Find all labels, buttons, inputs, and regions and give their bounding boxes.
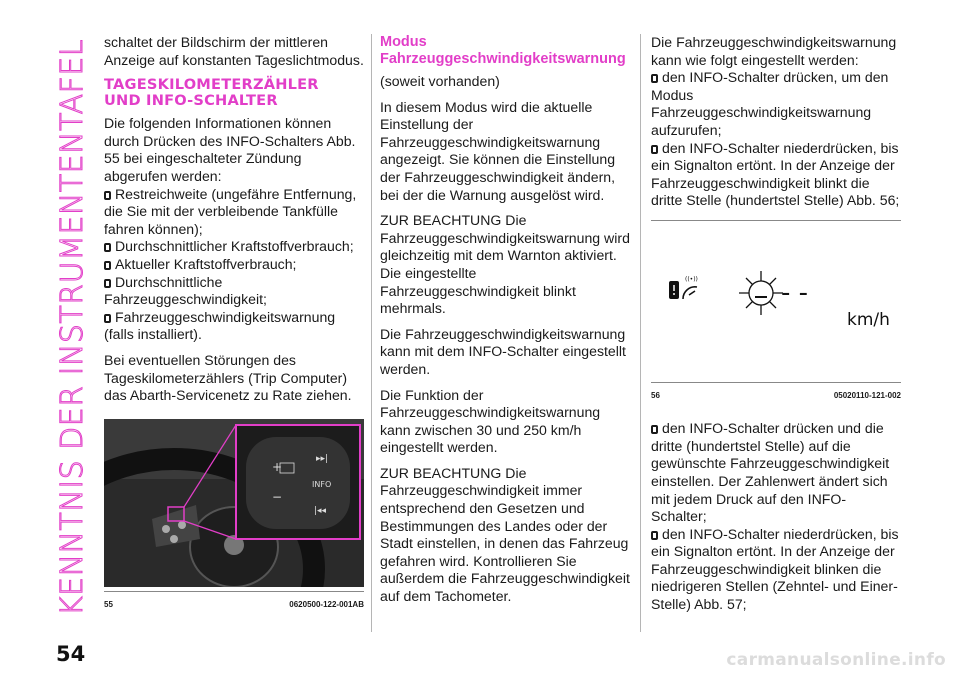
figure-rule	[651, 382, 901, 383]
bullet-text: Fahrzeuggeschwindigkeitswarnung (falls installiert).	[104, 308, 336, 343]
figure-56	[651, 220, 901, 404]
section-heading-line: TAGESKILOMETERZÄHLER	[104, 76, 319, 94]
bullet-item	[104, 274, 364, 309]
bullet-icon	[651, 531, 658, 540]
bullet-icon	[651, 425, 658, 434]
bullet-icon	[104, 191, 111, 200]
bullet-text: den INFO-Schalter niederdrücken, bis ein Signalton ertönt. In der Anzeige der Fahrzeuggeschwindigkeit blinken die niedrigeren Stellen (Zehntel- und Einer-Stelle) Abb. 57;	[651, 525, 899, 613]
column-divider	[371, 34, 372, 632]
body-paragraph: (soweit vorhanden)	[380, 73, 500, 89]
section-heading-line: UND INFO-SCHALTER	[104, 92, 278, 110]
bullet-icon	[104, 314, 111, 323]
bullet-item	[651, 69, 901, 139]
figure-code: 0620500-122-001AB	[289, 600, 364, 610]
column-left	[104, 34, 364, 614]
figure-code: 05020110-121-002	[833, 390, 901, 400]
button-next-track-label: ▸▸|	[316, 453, 329, 464]
bullet-text: Durchschnittliche Fahrzeuggeschwindigkeit;	[104, 273, 267, 308]
chapter-title-text: KENNTNIS DER INSTRUMENTENTAFEL	[55, 38, 91, 616]
column-divider	[640, 34, 641, 632]
bullet-item	[104, 309, 364, 344]
bullet-item	[651, 420, 901, 526]
button-prev-track-label: |◂◂	[314, 505, 327, 516]
watermark: carmanualsonline.info	[726, 650, 946, 670]
figure-number: 55	[104, 600, 113, 610]
speed-unit: km/h	[847, 309, 890, 330]
bullet-text: Restreichweite (ungefähre Entfernung, die Sie mit der verbleibende Tankfülle fahren können);	[104, 185, 357, 237]
bullet-text: den INFO-Schalter niederdrücken, bis ein Signalton ertönt. In der Anzeige der Fahrzeuggeschwindigkeit blinkt die dritte Stelle (hundertstel Stelle) Abb. 56;	[651, 139, 900, 209]
intro-paragraph: schaltet der Bildschirm der mittleren Anzeige auf konstanten Tageslichtmodus.	[104, 34, 364, 68]
bullet-icon	[104, 261, 111, 270]
button-plus-label: +	[272, 459, 283, 474]
note-paragraph: ZUR BEACHTUNG Die Fahrzeuggeschwindigkeit immer entsprechend den Gesetzen und Bestimmungen des Landes oder der Stadt einstellen, in denen das Fahrzeug gefahren wird. Kontrollieren Sie außerdem die Fahrzeuggeschwindigkeit auf dem Tachometer.	[380, 464, 630, 605]
figure-number: 56	[651, 390, 660, 400]
column-right	[651, 34, 901, 614]
body-paragraph: Die Fahrzeuggeschwindigkeitswarnung kann wie folgt eingestellt werden:	[651, 34, 897, 68]
body-paragraph: Die folgenden Informationen können durch Drücken des INFO-Schalters Abb. 55 bei eingeschalteter Zündung abgerufen werden:	[104, 115, 356, 184]
column-middle	[380, 34, 630, 614]
button-info-label: INFO	[312, 479, 332, 489]
bullet-text: den INFO-Schalter drücken, um den Modus Fahrzeuggeschwindigkeitswarnung aufzurufen;	[651, 69, 889, 138]
bullet-item	[104, 186, 364, 239]
button-minus-label: −	[272, 489, 283, 504]
bullet-item	[104, 256, 364, 274]
bullet-text: Durchschnittlicher Kraftstoffverbrauch;	[115, 238, 354, 255]
steering-wheel-illustration	[104, 419, 364, 587]
bullet-item	[104, 238, 364, 256]
figure-caption	[104, 596, 364, 614]
section-heading	[104, 77, 364, 109]
bullet-icon	[104, 243, 111, 252]
figure-rule	[104, 591, 364, 592]
note-paragraph: ZUR BEACHTUNG Die Fahrzeuggeschwindigkeitswarnung wird gleichzeitig mit dem Warnton aktiviert. Die eingestellte Fahrzeuggeschwindigkeit blinkt mehrmals.	[380, 212, 630, 317]
figure-caption	[651, 387, 901, 405]
svg-text:((•)): ((•))	[685, 275, 698, 283]
subsection-heading: Modus Fahrzeuggeschwindigkeitswarnung	[380, 34, 626, 67]
page-number: 54	[56, 642, 86, 666]
body-paragraph: In diesem Modus wird die aktuelle Einstellung der Fahrzeuggeschwindigkeitswarnung angezeigt. Sie können die Einstellung der Fahrzeuggeschwindigkeit ändern, bei der die Warnung ausgelöst wird.	[380, 98, 616, 203]
body-paragraph: Die Funktion der Fahrzeuggeschwindigkeitswarnung kann zwischen 30 und 250 km/h eingestellt werden.	[380, 386, 601, 456]
bullet-item	[651, 526, 901, 614]
body-paragraph: Die Fahrzeuggeschwindigkeitswarnung kann mit dem INFO-Schalter eingestellt werden.	[380, 325, 626, 377]
bullet-icon	[651, 145, 658, 154]
chapter-side-title	[52, 22, 94, 632]
figure-55	[104, 419, 364, 614]
bullet-icon	[104, 279, 111, 288]
bullet-text: Aktueller Kraftstoffverbrauch;	[115, 255, 297, 272]
bullet-text: den INFO-Schalter drücken und die dritte (hundertstel Stelle) auf die gewünschte Fahrzeuggeschwindigkeit einstellen. Der Zahlenwert ändert sich mit jedem Druck auf den INFO-Schalter;	[651, 420, 890, 525]
speed-warning-display	[651, 221, 901, 377]
bullet-icon	[651, 74, 658, 83]
speed-digits: - -	[781, 277, 809, 308]
bullet-item	[651, 140, 901, 210]
body-paragraph: Bei eventuellen Störungen des Tageskilometerzählers (Trip Computer) das Abarth-Servicenetz zu Rate ziehen.	[104, 351, 352, 404]
